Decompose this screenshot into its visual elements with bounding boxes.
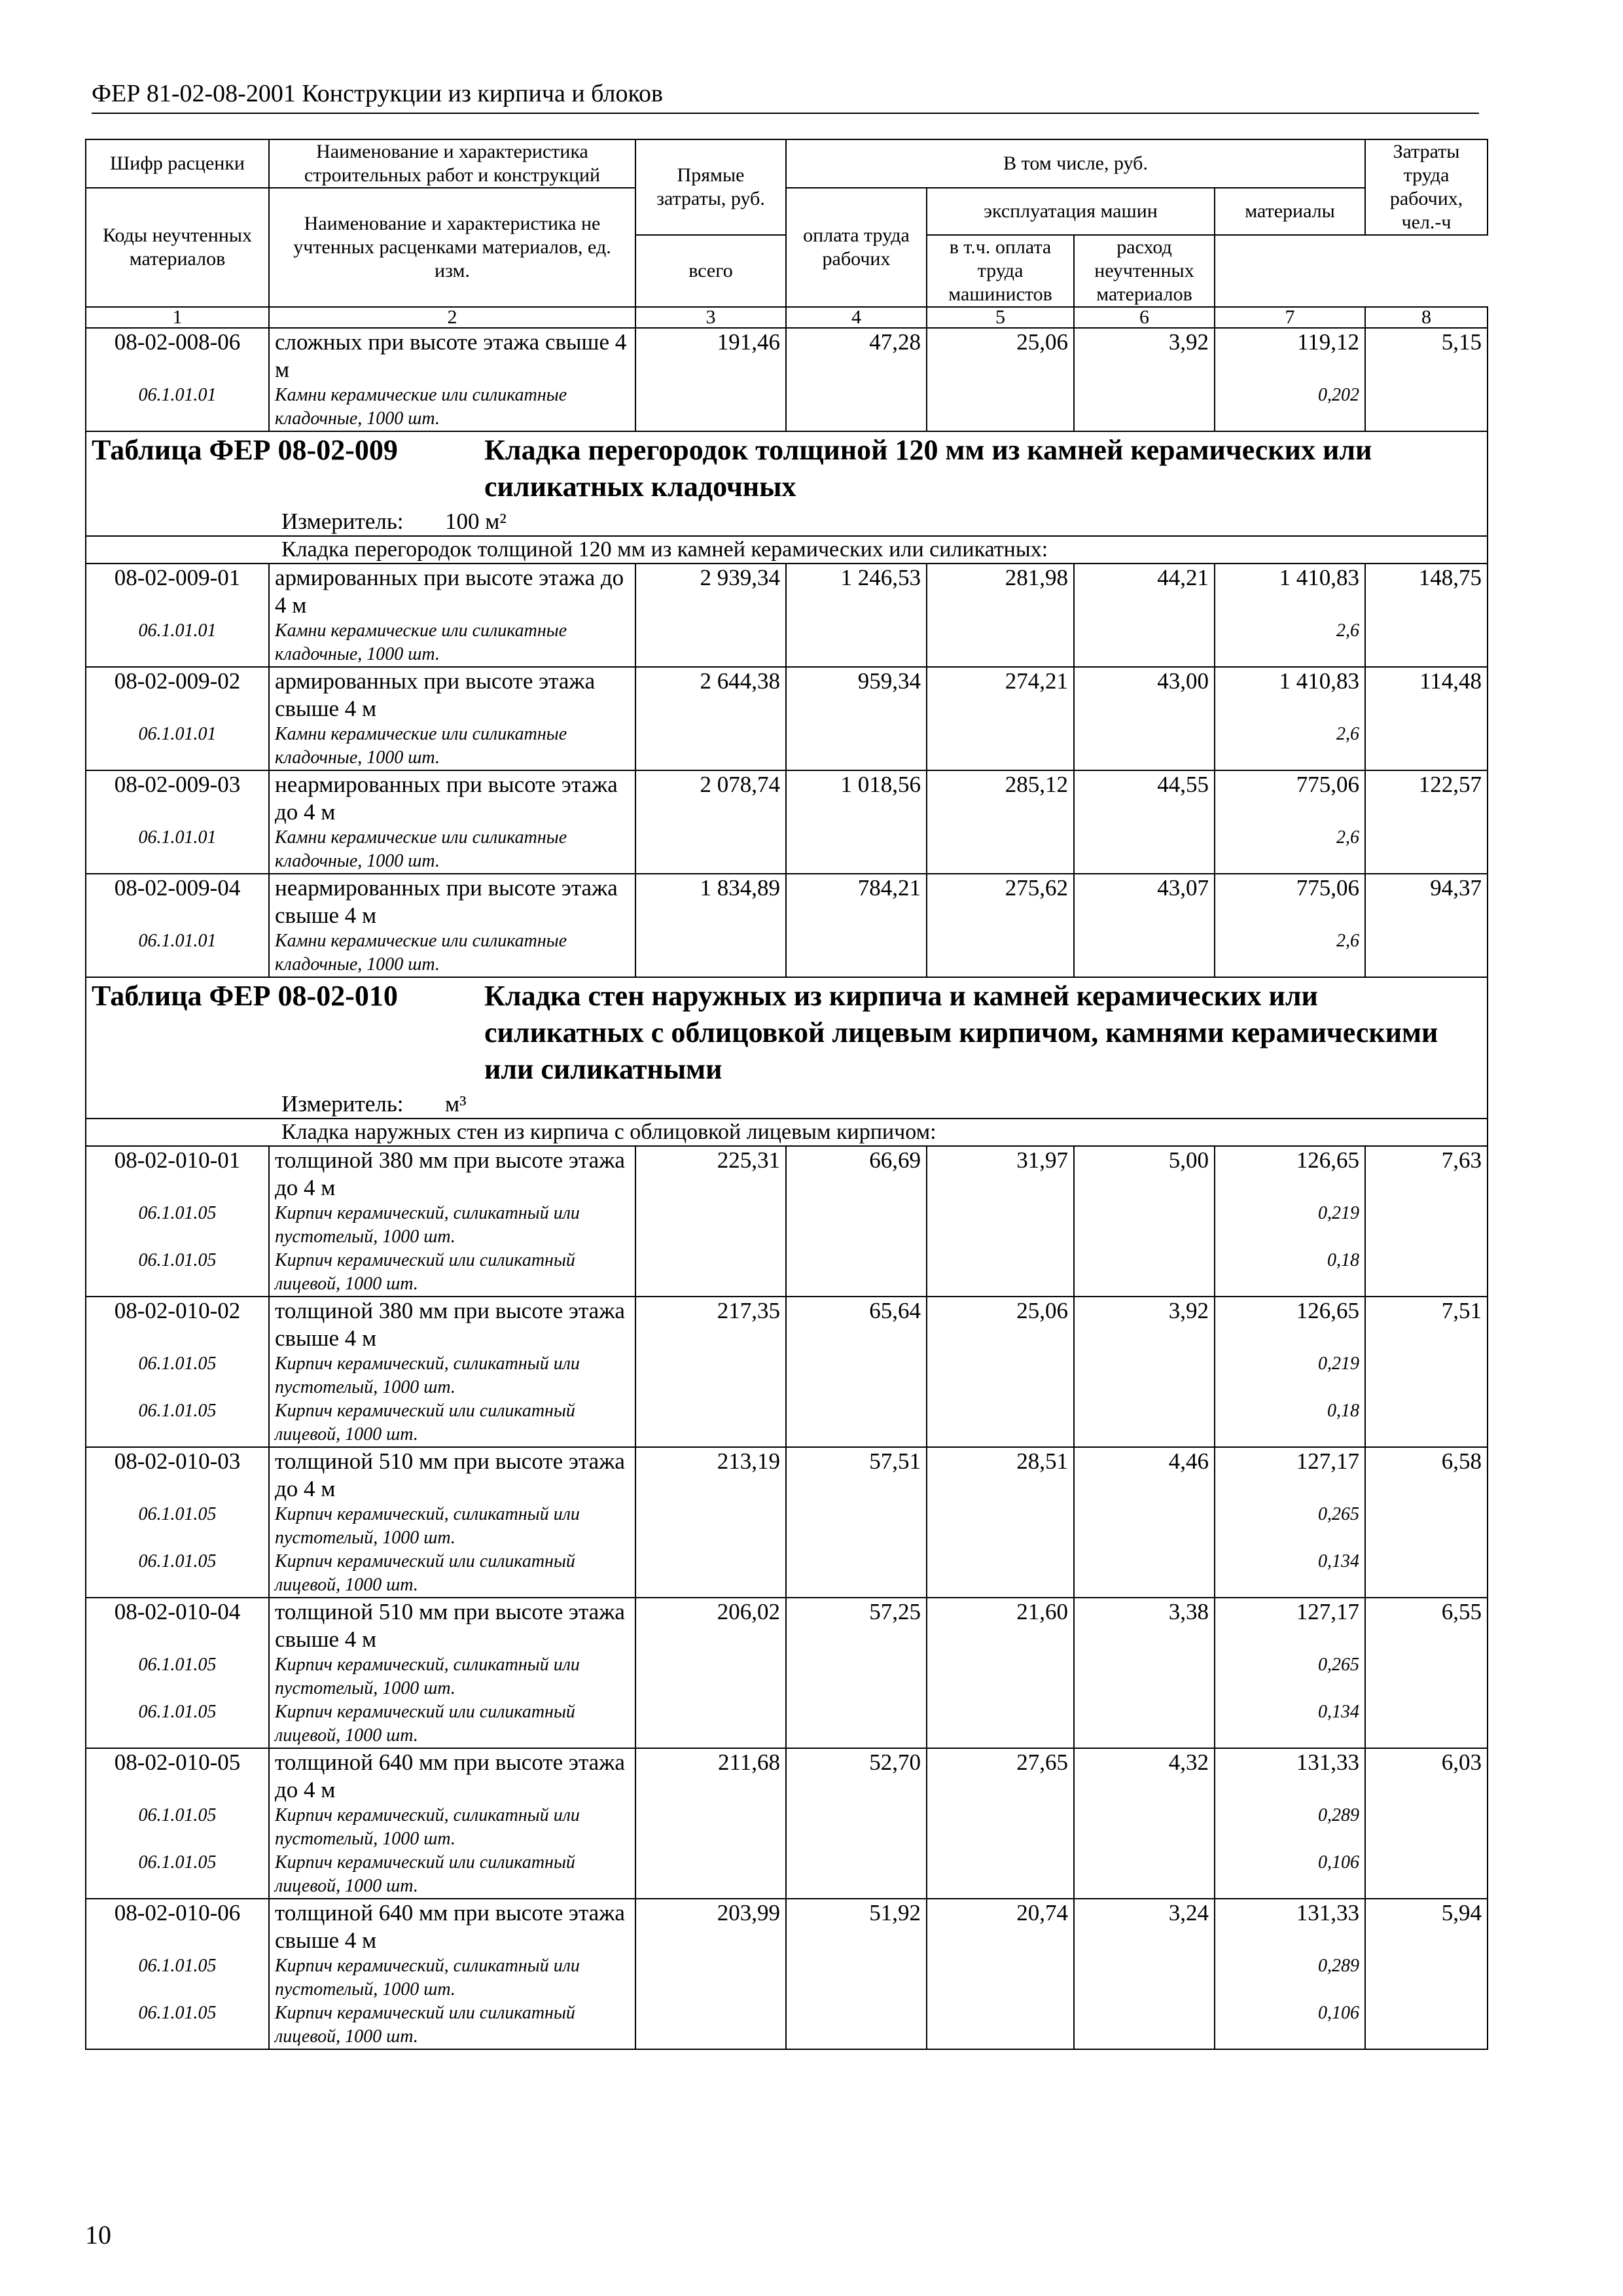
labor-pay: 51,92	[786, 1899, 927, 1954]
column-number: 7	[1215, 307, 1365, 328]
material-row	[86, 1653, 1488, 1700]
empty-cell	[635, 1202, 786, 1249]
labor-hours: 7,63	[1365, 1146, 1488, 1202]
empty-cell	[927, 1202, 1074, 1249]
machinist-pay: 5,00	[1074, 1146, 1215, 1202]
material-name: Кирпич керамический, силикатный или пустотелый, 1000 шт.	[269, 1653, 635, 1700]
header-including: В том числе, руб.	[786, 139, 1365, 188]
labor-pay: 1 018,56	[786, 770, 927, 826]
machines-total: 281,98	[927, 564, 1074, 619]
empty-cell	[1074, 1653, 1215, 1700]
empty-cell	[1365, 384, 1488, 431]
material-quantity: 0,265	[1215, 1503, 1365, 1550]
rate-code: 08-02-010-05	[86, 1748, 269, 1804]
empty-cell	[1365, 826, 1488, 874]
empty-cell	[1074, 1352, 1215, 1399]
empty-cell	[927, 1700, 1074, 1748]
material-name: Камни керамические или силикатные кладочные, 1000 шт.	[269, 723, 635, 770]
empty-cell	[927, 1352, 1074, 1399]
section-title-block	[92, 978, 1482, 1088]
direct-costs: 2 939,34	[635, 564, 786, 619]
empty-cell	[635, 1954, 786, 2001]
measure-value: 100 м²	[445, 509, 507, 534]
materials-cost: 131,33	[1215, 1899, 1365, 1954]
labor-pay: 65,64	[786, 1297, 927, 1352]
empty-cell	[1365, 2001, 1488, 2049]
material-name: Кирпич керамический, силикатный или пустотелый, 1000 шт.	[269, 1954, 635, 2001]
empty-cell	[786, 1653, 927, 1700]
material-row	[86, 1503, 1488, 1550]
direct-costs: 2 644,38	[635, 667, 786, 723]
material-code: 06.1.01.01	[86, 723, 269, 770]
table-body	[86, 328, 1488, 2049]
material-name: Кирпич керамический или силикатный лицевой, 1000 шт.	[269, 1399, 635, 1447]
rate-row	[86, 1146, 1488, 1202]
empty-cell	[1365, 1653, 1488, 1700]
empty-cell	[635, 826, 786, 874]
labor-hours: 5,94	[1365, 1899, 1488, 1954]
material-name: Кирпич керамический или силикатный лицевой, 1000 шт.	[269, 1700, 635, 1748]
material-code: 06.1.01.05	[86, 1503, 269, 1550]
rate-row	[86, 770, 1488, 826]
material-code: 06.1.01.05	[86, 2001, 269, 2049]
empty-cell	[1074, 929, 1215, 977]
work-name: толщиной 380 мм при высоте этажа свыше 4 м	[269, 1297, 635, 1352]
header-machinist-pay: в т.ч. оплата труда машинистов	[927, 235, 1074, 307]
empty-cell	[1365, 1399, 1488, 1447]
empty-cell	[1074, 2001, 1215, 2049]
material-row	[86, 1202, 1488, 1249]
table-section-header	[86, 431, 1488, 536]
subsection-caption: Кладка наружных стен из кирпича с облицовкой лицевым кирпичом:	[86, 1119, 1488, 1146]
rate-row	[86, 1748, 1488, 1804]
materials-cost: 1 410,83	[1215, 564, 1365, 619]
subsection-row	[86, 536, 1488, 564]
material-quantity: 0,219	[1215, 1202, 1365, 1249]
rate-code: 08-02-010-01	[86, 1146, 269, 1202]
material-name: Камни керамические или силикатные кладочные, 1000 шт.	[269, 826, 635, 874]
material-row	[86, 826, 1488, 874]
materials-cost: 131,33	[1215, 1748, 1365, 1804]
material-code: 06.1.01.05	[86, 1653, 269, 1700]
material-row	[86, 1249, 1488, 1297]
header-labor-costs: Затраты труда рабочих, чел.-ч	[1365, 139, 1488, 235]
empty-cell	[635, 384, 786, 431]
material-code: 06.1.01.05	[86, 1202, 269, 1249]
direct-costs: 2 078,74	[635, 770, 786, 826]
empty-cell	[1365, 1700, 1488, 1748]
materials-cost: 127,17	[1215, 1598, 1365, 1653]
empty-cell	[927, 1851, 1074, 1899]
machines-total: 25,06	[927, 1297, 1074, 1352]
column-number: 5	[927, 307, 1074, 328]
material-quantity: 0,106	[1215, 1851, 1365, 1899]
empty-cell	[1365, 1804, 1488, 1851]
empty-cell	[1365, 1550, 1488, 1598]
empty-cell	[635, 1700, 786, 1748]
machines-total: 20,74	[927, 1899, 1074, 1954]
machinist-pay: 43,00	[1074, 667, 1215, 723]
direct-costs: 225,31	[635, 1146, 786, 1202]
machines-total: 27,65	[927, 1748, 1074, 1804]
column-number: 8	[1365, 307, 1488, 328]
material-quantity: 0,289	[1215, 1804, 1365, 1851]
empty-cell	[635, 1851, 786, 1899]
empty-cell	[1074, 1700, 1215, 1748]
material-quantity: 2,6	[1215, 619, 1365, 667]
material-code: 06.1.01.01	[86, 929, 269, 977]
material-name: Камни керамические или силикатные кладочные, 1000 шт.	[269, 384, 635, 431]
empty-cell	[1074, 723, 1215, 770]
material-code: 06.1.01.05	[86, 1249, 269, 1297]
labor-pay: 57,25	[786, 1598, 927, 1653]
direct-costs: 213,19	[635, 1447, 786, 1503]
labor-pay: 959,34	[786, 667, 927, 723]
empty-cell	[1074, 1399, 1215, 1447]
empty-cell	[1365, 1503, 1488, 1550]
section-title: Кладка стен наружных из кирпича и камней керамических или силикатных с облицовкой лицевым кирпичом, камнями керамическими или силикатными	[484, 980, 1438, 1085]
rate-code: 08-02-009-02	[86, 667, 269, 723]
work-name: толщиной 510 мм при высоте этажа свыше 4 м	[269, 1598, 635, 1653]
material-quantity: 2,6	[1215, 723, 1365, 770]
work-name: армированных при высоте этажа до 4 м	[269, 564, 635, 619]
materials-cost: 126,65	[1215, 1146, 1365, 1202]
material-row	[86, 384, 1488, 431]
rate-row	[86, 1297, 1488, 1352]
rate-row	[86, 1447, 1488, 1503]
machinist-pay: 44,21	[1074, 564, 1215, 619]
work-name: толщиной 640 мм при высоте этажа до 4 м	[269, 1748, 635, 1804]
header-work-name: Наименование и характеристика строительных работ и конструкций	[269, 139, 635, 188]
empty-cell	[927, 1653, 1074, 1700]
section-cell	[86, 977, 1488, 1119]
rate-code: 08-02-010-03	[86, 1447, 269, 1503]
machinist-pay: 4,32	[1074, 1748, 1215, 1804]
empty-cell	[786, 1503, 927, 1550]
measure-label: Измеритель:	[281, 509, 404, 534]
materials-cost: 775,06	[1215, 874, 1365, 929]
column-number: 6	[1074, 307, 1215, 328]
machines-total: 31,97	[927, 1146, 1074, 1202]
material-code: 06.1.01.05	[86, 1550, 269, 1598]
labor-pay: 57,51	[786, 1447, 927, 1503]
material-row	[86, 1700, 1488, 1748]
empty-cell	[927, 723, 1074, 770]
empty-cell	[1365, 1851, 1488, 1899]
material-row	[86, 1954, 1488, 2001]
measure-line	[92, 508, 1482, 535]
empty-cell	[1365, 1352, 1488, 1399]
rate-row	[86, 1899, 1488, 1954]
empty-cell	[635, 1503, 786, 1550]
material-code: 06.1.01.05	[86, 1804, 269, 1851]
header-material-codes: Коды неучтенных материалов	[86, 188, 269, 307]
labor-pay: 1 246,53	[786, 564, 927, 619]
empty-cell	[927, 1503, 1074, 1550]
empty-cell	[1074, 1550, 1215, 1598]
direct-costs: 206,02	[635, 1598, 786, 1653]
work-name: сложных при высоте этажа свыше 4 м	[269, 328, 635, 384]
empty-cell	[786, 1202, 927, 1249]
running-header: ФЕР 81-02-08-2001 Конструкции из кирпича и блоков	[92, 77, 1479, 114]
rate-code: 08-02-009-04	[86, 874, 269, 929]
material-row	[86, 1804, 1488, 1851]
rate-code: 08-02-009-03	[86, 770, 269, 826]
empty-cell	[927, 1399, 1074, 1447]
material-quantity: 0,202	[1215, 384, 1365, 431]
work-name: неармированных при высоте этажа до 4 м	[269, 770, 635, 826]
subsection-row	[86, 1119, 1488, 1146]
labor-pay: 784,21	[786, 874, 927, 929]
machinist-pay: 3,38	[1074, 1598, 1215, 1653]
section-title-block	[92, 432, 1482, 505]
empty-cell	[786, 1804, 927, 1851]
material-row	[86, 1550, 1488, 1598]
empty-cell	[786, 1851, 927, 1899]
empty-cell	[927, 384, 1074, 431]
labor-pay: 66,69	[786, 1146, 927, 1202]
machines-total: 275,62	[927, 874, 1074, 929]
labor-hours: 6,03	[1365, 1748, 1488, 1804]
empty-cell	[1074, 1503, 1215, 1550]
header-machines-total: всего	[635, 235, 786, 307]
empty-cell	[1365, 1202, 1488, 1249]
rate-row	[86, 874, 1488, 929]
header-machines: эксплуатация машин	[927, 188, 1215, 235]
empty-cell	[1074, 1954, 1215, 2001]
rate-code: 08-02-009-01	[86, 564, 269, 619]
material-name: Камни керамические или силикатные кладочные, 1000 шт.	[269, 929, 635, 977]
material-quantity: 0,265	[1215, 1653, 1365, 1700]
material-quantity: 0,18	[1215, 1249, 1365, 1297]
work-name: толщиной 640 мм при высоте этажа свыше 4 м	[269, 1899, 635, 1954]
rate-row	[86, 1598, 1488, 1653]
material-code: 06.1.01.01	[86, 384, 269, 431]
material-row	[86, 619, 1488, 667]
rate-row	[86, 564, 1488, 619]
section-table-number: Таблица ФЕР 08-02-009	[92, 434, 398, 466]
material-quantity: 0,106	[1215, 2001, 1365, 2049]
empty-cell	[786, 1954, 927, 2001]
direct-costs: 211,68	[635, 1748, 786, 1804]
material-name: Кирпич керамический или силикатный лицевой, 1000 шт.	[269, 2001, 635, 2049]
material-quantity: 2,6	[1215, 929, 1365, 977]
work-name: толщиной 380 мм при высоте этажа до 4 м	[269, 1146, 635, 1202]
material-row	[86, 1399, 1488, 1447]
empty-cell	[1365, 1954, 1488, 2001]
empty-cell	[786, 384, 927, 431]
empty-cell	[1365, 929, 1488, 977]
rate-code: 08-02-010-04	[86, 1598, 269, 1653]
empty-cell	[927, 2001, 1074, 2049]
material-row	[86, 1851, 1488, 1899]
empty-cell	[635, 2001, 786, 2049]
material-name: Кирпич керамический или силикатный лицевой, 1000 шт.	[269, 1550, 635, 1598]
material-name: Камни керамические или силикатные кладочные, 1000 шт.	[269, 619, 635, 667]
material-quantity: 0,219	[1215, 1352, 1365, 1399]
empty-cell	[635, 1653, 786, 1700]
materials-cost: 119,12	[1215, 328, 1365, 384]
material-code: 06.1.01.05	[86, 1352, 269, 1399]
labor-pay: 47,28	[786, 328, 927, 384]
labor-pay: 52,70	[786, 1748, 927, 1804]
empty-cell	[786, 723, 927, 770]
empty-cell	[927, 619, 1074, 667]
labor-hours: 94,37	[1365, 874, 1488, 929]
header-materials: материалы	[1215, 188, 1365, 235]
labor-hours: 148,75	[1365, 564, 1488, 619]
empty-cell	[635, 619, 786, 667]
section-table-number: Таблица ФЕР 08-02-010	[92, 980, 398, 1012]
machines-total: 21,60	[927, 1598, 1074, 1653]
column-number: 2	[269, 307, 635, 328]
rate-row	[86, 328, 1488, 384]
material-quantity: 0,18	[1215, 1399, 1365, 1447]
labor-hours: 122,57	[1365, 770, 1488, 826]
measure-line	[92, 1090, 1482, 1118]
empty-cell	[635, 723, 786, 770]
empty-cell	[927, 1550, 1074, 1598]
material-name: Кирпич керамический, силикатный или пустотелый, 1000 шт.	[269, 1202, 635, 1249]
direct-costs: 203,99	[635, 1899, 786, 1954]
column-number: 1	[86, 307, 269, 328]
empty-cell	[635, 1399, 786, 1447]
measure-label: Измеритель:	[281, 1091, 404, 1117]
empty-cell	[1074, 384, 1215, 431]
table-section-header	[86, 977, 1488, 1119]
empty-cell	[927, 1804, 1074, 1851]
material-quantity: 0,289	[1215, 1954, 1365, 2001]
labor-hours: 114,48	[1365, 667, 1488, 723]
empty-cell	[786, 1399, 927, 1447]
direct-costs: 191,46	[635, 328, 786, 384]
material-quantity: 2,6	[1215, 826, 1365, 874]
machinist-pay: 4,46	[1074, 1447, 1215, 1503]
material-quantity: 0,134	[1215, 1700, 1365, 1748]
material-code: 06.1.01.05	[86, 1851, 269, 1899]
machines-total: 25,06	[927, 328, 1074, 384]
material-code: 06.1.01.05	[86, 1954, 269, 2001]
direct-costs: 1 834,89	[635, 874, 786, 929]
empty-cell	[635, 929, 786, 977]
header-direct-costs: Прямые затраты, руб.	[635, 139, 786, 235]
materials-cost: 126,65	[1215, 1297, 1365, 1352]
material-code: 06.1.01.01	[86, 826, 269, 874]
work-name: армированных при высоте этажа свыше 4 м	[269, 667, 635, 723]
empty-cell	[927, 826, 1074, 874]
machinist-pay: 44,55	[1074, 770, 1215, 826]
empty-cell	[786, 929, 927, 977]
materials-cost: 775,06	[1215, 770, 1365, 826]
empty-cell	[1074, 1804, 1215, 1851]
rate-code: 08-02-008-06	[86, 328, 269, 384]
work-name: неармированных при высоте этажа свыше 4 м	[269, 874, 635, 929]
machines-total: 28,51	[927, 1447, 1074, 1503]
material-row	[86, 2001, 1488, 2049]
materials-cost: 1 410,83	[1215, 667, 1365, 723]
empty-cell	[786, 826, 927, 874]
table-header	[86, 139, 1488, 328]
empty-cell	[1074, 1249, 1215, 1297]
material-code: 06.1.01.05	[86, 1399, 269, 1447]
material-name: Кирпич керамический, силикатный или пустотелый, 1000 шт.	[269, 1503, 635, 1550]
direct-costs: 217,35	[635, 1297, 786, 1352]
rate-code: 08-02-010-02	[86, 1297, 269, 1352]
material-row	[86, 723, 1488, 770]
empty-cell	[786, 1352, 927, 1399]
empty-cell	[786, 2001, 927, 2049]
rate-code: 08-02-010-06	[86, 1899, 269, 1954]
machines-total: 274,21	[927, 667, 1074, 723]
empty-cell	[1074, 619, 1215, 667]
empty-cell	[786, 1249, 927, 1297]
empty-cell	[1365, 1249, 1488, 1297]
section-title: Кладка перегородок толщиной 120 мм из камней керамических или силикатных кладочных	[484, 434, 1372, 503]
machines-total: 285,12	[927, 770, 1074, 826]
empty-cell	[1074, 1202, 1215, 1249]
column-number: 4	[786, 307, 927, 328]
empty-cell	[927, 929, 1074, 977]
page-number: 10	[85, 2220, 111, 2250]
column-number: 3	[635, 307, 786, 328]
empty-cell	[635, 1804, 786, 1851]
labor-hours: 6,55	[1365, 1598, 1488, 1653]
empty-cell	[635, 1249, 786, 1297]
header-code: Шифр расценки	[86, 139, 269, 188]
header-material-names: Наименование и характеристика не учтенных расценками материалов, ед. изм.	[269, 188, 635, 307]
empty-cell	[635, 1550, 786, 1598]
material-name: Кирпич керамический, силикатный или пустотелый, 1000 шт.	[269, 1804, 635, 1851]
measure-value: м³	[445, 1091, 467, 1117]
labor-hours: 6,58	[1365, 1447, 1488, 1503]
empty-cell	[635, 1352, 786, 1399]
empty-cell	[927, 1249, 1074, 1297]
empty-cell	[927, 1954, 1074, 2001]
labor-hours: 5,15	[1365, 328, 1488, 384]
empty-cell	[1074, 826, 1215, 874]
subsection-caption: Кладка перегородок толщиной 120 мм из камней керамических или силикатных:	[86, 536, 1488, 564]
empty-cell	[786, 619, 927, 667]
empty-cell	[1074, 1851, 1215, 1899]
machinist-pay: 3,24	[1074, 1899, 1215, 1954]
materials-cost: 127,17	[1215, 1447, 1365, 1503]
material-row	[86, 1352, 1488, 1399]
machinist-pay: 43,07	[1074, 874, 1215, 929]
machinist-pay: 3,92	[1074, 1297, 1215, 1352]
empty-cell	[1365, 723, 1488, 770]
material-code: 06.1.01.01	[86, 619, 269, 667]
rates-table	[85, 139, 1488, 2050]
material-name: Кирпич керамический, силикатный или пустотелый, 1000 шт.	[269, 1352, 635, 1399]
material-name: Кирпич керамический или силикатный лицевой, 1000 шт.	[269, 1851, 635, 1899]
empty-cell	[786, 1700, 927, 1748]
rate-row	[86, 667, 1488, 723]
work-name: толщиной 510 мм при высоте этажа до 4 м	[269, 1447, 635, 1503]
empty-cell	[786, 1550, 927, 1598]
header-labor-pay: оплата труда рабочих	[786, 188, 927, 307]
column-numbers-row	[86, 307, 1488, 328]
material-code: 06.1.01.05	[86, 1700, 269, 1748]
machinist-pay: 3,92	[1074, 328, 1215, 384]
labor-hours: 7,51	[1365, 1297, 1488, 1352]
material-quantity: 0,134	[1215, 1550, 1365, 1598]
section-cell	[86, 431, 1488, 536]
material-row	[86, 929, 1488, 977]
material-name: Кирпич керамический или силикатный лицевой, 1000 шт.	[269, 1249, 635, 1297]
empty-cell	[1365, 619, 1488, 667]
header-unaccounted-materials: расход неучтенных материалов	[1074, 235, 1215, 307]
